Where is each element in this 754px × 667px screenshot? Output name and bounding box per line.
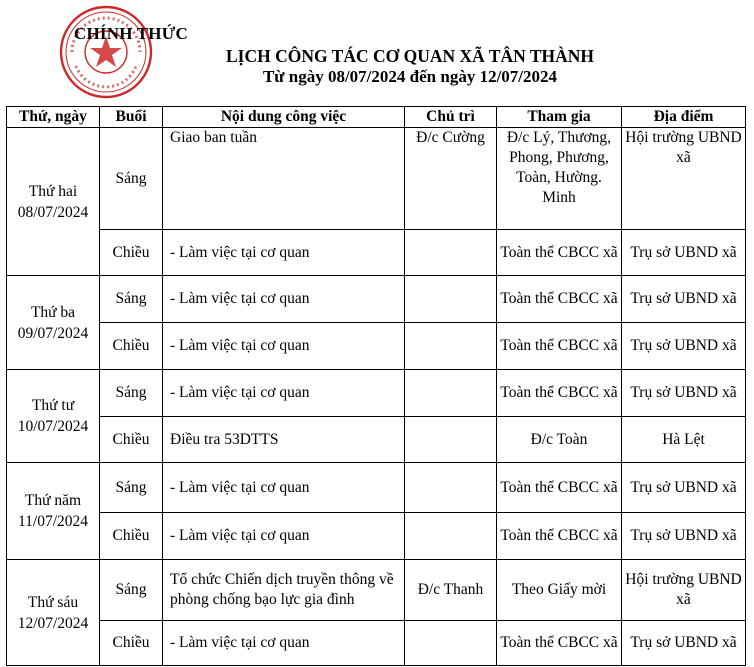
table-row [7, 230, 746, 276]
day-cell [7, 463, 100, 560]
day-date: 11/07/2024 [17, 513, 89, 530]
session-cell: Chiều [100, 323, 163, 370]
schedule-table [6, 106, 746, 666]
chair-cell [405, 417, 497, 463]
day-date: 09/07/2024 [17, 324, 89, 342]
day-name: Thứ ba [30, 303, 76, 321]
session-cell: Sáng [100, 560, 163, 621]
day-cell [7, 370, 100, 463]
content-cell: Giao ban tuần [163, 128, 405, 230]
day-cell [7, 276, 100, 370]
chair-cell [405, 621, 497, 666]
header-day: Thứ, ngày [7, 107, 100, 128]
content-cell: - Làm việc tại cơ quan [163, 323, 405, 370]
session-cell: Sáng [100, 276, 163, 323]
session-cell: Sáng [100, 463, 163, 513]
location-cell: Trụ sở UBND xã [622, 323, 746, 370]
location-cell: Hà Lệt [622, 417, 746, 463]
content-cell: - Làm việc tại cơ quan [163, 230, 405, 276]
header-location: Địa điểm [622, 107, 746, 128]
table-row [7, 323, 746, 370]
participants-cell: Toàn thể CBCC xã [497, 323, 622, 370]
header-participants: Tham gia [497, 107, 622, 128]
location-cell: Trụ sở UBND xã [622, 463, 746, 513]
session-cell: Chiều [100, 621, 163, 666]
day-name: Thứ tư [31, 397, 75, 414]
participants-cell: Toàn thể CBCC xã [497, 370, 622, 417]
page-subtitle: Từ ngày 08/07/2024 đến ngày 12/07/2024 [262, 67, 558, 86]
content-cell: - Làm việc tại cơ quan [163, 621, 405, 666]
session-cell: Chiều [100, 417, 163, 463]
header-session: Buổi [100, 107, 163, 128]
location-cell: Hội trường UBND xã [622, 128, 746, 230]
chair-cell [405, 276, 497, 323]
day-cell [7, 128, 100, 276]
table-row [7, 560, 746, 621]
day-name: Thứ năm [24, 492, 82, 509]
header-chair: Chủ trì [405, 107, 497, 128]
table-row [7, 513, 746, 560]
chair-cell: Đ/c Thanh [405, 560, 497, 621]
day-date: 12/07/2024 [17, 614, 89, 632]
content-cell: - Làm việc tại cơ quan [163, 276, 405, 323]
day-name: Thứ hai [28, 182, 78, 200]
participants-cell: Đ/c Toàn [497, 417, 622, 463]
chair-cell [405, 230, 497, 276]
location-cell: Trụ sở UBND xã [622, 513, 746, 560]
chair-cell [405, 323, 497, 370]
session-cell: Chiều [100, 513, 163, 560]
content-cell: - Làm việc tại cơ quan [163, 370, 405, 417]
day-date: 08/07/2024 [17, 203, 89, 221]
participants-cell: Theo Giấy mời [497, 560, 622, 621]
content-cell: - Làm việc tại cơ quan [163, 463, 405, 513]
table-row [7, 370, 746, 417]
participants-cell: Đ/c Lý, Thương, Phong, Phương, Toàn, Hường. Minh [497, 128, 622, 230]
location-cell: Trụ sở UBND xã [622, 621, 746, 666]
chair-cell: Đ/c Cường [405, 128, 497, 230]
table-row [7, 417, 746, 463]
table-header-row [7, 107, 746, 128]
participants-cell: Toàn thể CBCC xã [497, 230, 622, 276]
chair-cell [405, 463, 497, 513]
location-cell: Trụ sở UBND xã [622, 276, 746, 323]
header-content: Nội dung công việc [163, 107, 405, 128]
content-cell: Điều tra 53DTTS [163, 417, 405, 463]
participants-cell: Toàn thể CBCC xã [497, 513, 622, 560]
participants-cell: Toàn thể CBCC xã [497, 276, 622, 323]
session-cell: Sáng [100, 370, 163, 417]
chair-cell [405, 513, 497, 560]
official-label: CHÍNH THỨC [74, 24, 188, 43]
session-cell: Sáng [100, 128, 163, 230]
day-date: 10/07/2024 [17, 418, 89, 435]
participants-cell: Toàn thể CBCC xã [497, 621, 622, 666]
location-cell: Trụ sở UBND xã [622, 230, 746, 276]
location-cell: Hội trường UBND xã [622, 560, 746, 621]
table-row [7, 621, 746, 666]
table-row [7, 463, 746, 513]
content-cell: - Làm việc tại cơ quan [163, 513, 405, 560]
table-row [7, 128, 746, 230]
participants-cell: Toàn thể CBCC xã [497, 463, 622, 513]
location-cell: Trụ sở UBND xã [622, 370, 746, 417]
chair-cell [405, 370, 497, 417]
page-title: LỊCH CÔNG TÁC CƠ QUAN XÃ TÂN THÀNH [225, 46, 595, 66]
day-cell [7, 560, 100, 666]
day-name: Thứ sáu [27, 593, 79, 611]
table-row [7, 276, 746, 323]
content-cell: Tổ chức Chiến dịch truyền thông về phòng chống bạo lực gia đình [163, 560, 405, 621]
session-cell: Chiều [100, 230, 163, 276]
